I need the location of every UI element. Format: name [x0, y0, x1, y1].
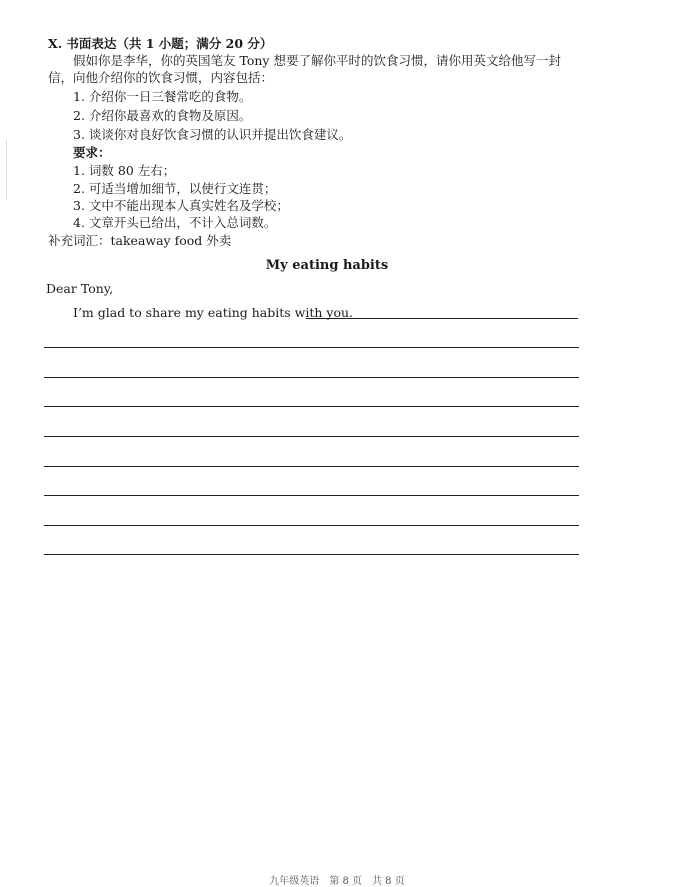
opening-sentence: I’m glad to share my eating habits with you.	[73, 305, 354, 320]
requirement-1: 1. 词数 80 左右；	[73, 163, 176, 178]
prompt-line-2: 信，向他介绍你的饮食习惯，内容包括：	[48, 70, 274, 85]
content-item-3: 3. 谈谈你对良好饮食习惯的认识并提出饮食建议。	[73, 127, 352, 142]
writing-line-6[interactable]	[44, 466, 579, 467]
content-item-1: 1. 介绍你一日三餐常吃的食物。	[73, 89, 252, 104]
writing-line-3[interactable]	[44, 377, 579, 378]
requirements-label: 要求：	[73, 145, 111, 160]
writing-line-7[interactable]	[44, 495, 579, 496]
requirement-2: 2. 可适当增加细节，以使行文连贯；	[73, 181, 277, 196]
writing-line-8[interactable]	[44, 525, 579, 526]
content-item-2: 2. 介绍你最喜欢的食物及原因。	[73, 108, 252, 123]
writing-line-9[interactable]	[44, 554, 579, 555]
page-footer: 九年级英语 第 8 页 共 8 页	[269, 876, 405, 887]
requirement-3: 3. 文中不能出现本人真实姓名及学校；	[73, 198, 289, 213]
vocab-note: 补充词汇：takeaway food 外卖	[48, 233, 232, 248]
scan-edge-mark	[6, 140, 7, 200]
writing-line-1[interactable]	[306, 318, 578, 319]
requirement-4: 4. 文章开头已给出，不计入总词数。	[73, 215, 277, 230]
writing-line-2[interactable]	[44, 347, 579, 348]
writing-line-4[interactable]	[44, 406, 579, 407]
prompt-line-1: 假如你是李华，你的英国笔友 Tony 想要了解你平时的饮食习惯，请你用英文给他写一封	[73, 53, 561, 68]
essay-title: My eating habits	[265, 258, 389, 273]
section-heading: X. 书面表达（共 1 小题；满分 20 分）	[48, 36, 273, 51]
salutation: Dear Tony,	[46, 281, 114, 296]
writing-line-5[interactable]	[44, 436, 579, 437]
